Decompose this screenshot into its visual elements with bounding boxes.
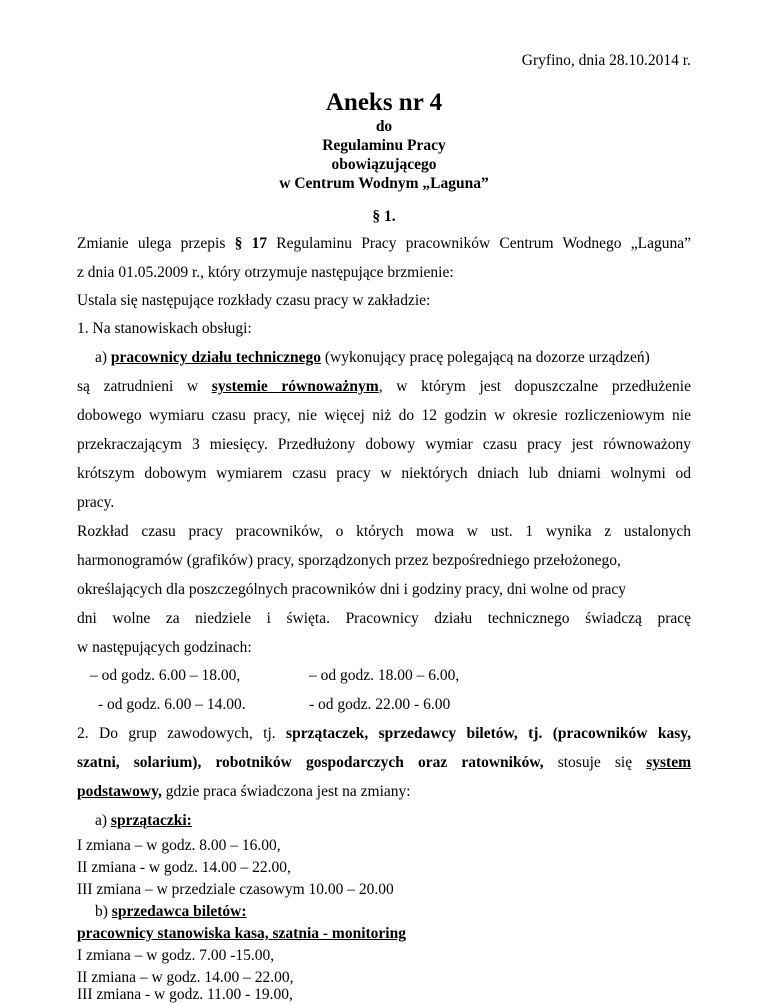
- paragraph-line: dni wolne za niedziele i święta. Pracownicy działu technicznego świadczą pracę: [77, 610, 691, 627]
- paragraph-line: są zatrudnieni w systemie równoważnym, w którym jest dopuszczalne przedłużenie: [77, 378, 691, 395]
- paragraph-line: podstawowy, gdzie praca świadczona jest na zmiany:: [77, 783, 411, 800]
- subheading-cashier: pracownicy stanowiska kasa, szatnia - monitoring: [77, 925, 406, 942]
- hours-item: - od godz. 6.00 – 14.00.: [98, 696, 246, 713]
- list-item-ticket-seller: b) sprzedawca biletów:: [95, 903, 247, 920]
- paragraph-line: w następujących godzinach:: [77, 639, 252, 656]
- list-item-cleaners: a) sprzątaczki:: [95, 812, 192, 829]
- place-date: Gryfino, dnia 28.10.2014 r.: [521, 52, 691, 69]
- shift-line: I zmiana – w godz. 7.00 -15.00,: [77, 947, 275, 964]
- shift-line: III zmiana - w godz. 11.00 - 19.00,: [77, 986, 293, 1003]
- title-line-3: obowiązującego: [331, 156, 437, 173]
- shift-line: II zmiana – w godz. 14.00 – 22.00,: [77, 969, 294, 986]
- document-title: Aneks nr 4: [325, 89, 443, 116]
- paragraph-line: pracy.: [77, 494, 115, 511]
- paragraph-line: określających dla poszczególnych pracowników dni i godziny pracy, dni wolne od pracy: [77, 581, 627, 598]
- shift-line: I zmiana – w godz. 8.00 – 16.00,: [77, 837, 281, 854]
- hours-item: – od godz. 18.00 – 6.00,: [309, 667, 460, 684]
- paragraph-line: z dnia 01.05.2009 r., który otrzymuje następujące brzmienie:: [77, 264, 454, 281]
- hours-item: – od godz. 6.00 – 18.00,: [90, 667, 241, 684]
- paragraph-line: 1. Na stanowiskach obsługi:: [77, 320, 252, 337]
- paragraph-line: Rozkład czasu pracy pracowników, o których mowa w ust. 1 wynika z ustalonych: [77, 523, 691, 540]
- paragraph-line: Zmianie ulega przepis § 17 Regulaminu Pracy pracowników Centrum Wodnego „Laguna”: [77, 235, 691, 252]
- paragraph-line: krótszym dobowym wymiarem czasu pracy w niektórych dniach lub dniami wolnymi od: [77, 465, 691, 482]
- title-line-2: Regulaminu Pracy: [322, 137, 446, 154]
- paragraph-line: szatni, solarium), robotników gospodarczych oraz ratowników, stosuje się system: [77, 754, 691, 771]
- list-item-a: a) pracownicy działu technicznego (wykonujący pracę polegającą na dozorze urządzeń): [95, 349, 650, 366]
- section-heading: § 1.: [372, 208, 396, 225]
- paragraph-line: przekraczającym 3 miesięcy. Przedłużony dobowy wymiar czasu pracy jest równoważony: [77, 436, 691, 453]
- paragraph-line: 2. Do grup zawodowych, tj. sprzątaczek, sprzedawcy biletów, tj. (pracowników kasy,: [77, 725, 691, 742]
- paragraph-line: dobowego wymiaru czasu pracy, nie więcej niż do 12 godzin w okresie rozliczeniowym nie: [77, 407, 691, 424]
- paragraph-line: harmonogramów (grafików) pracy, sporządzonych przez bezpośredniego przełożonego,: [77, 552, 621, 569]
- title-line-4: w Centrum Wodnym „Laguna”: [279, 175, 489, 192]
- hours-item: - od godz. 22.00 - 6.00: [309, 696, 451, 713]
- shift-line: II zmiana - w godz. 14.00 – 22.00,: [77, 859, 291, 876]
- paragraph-line: Ustala się następujące rozkłady czasu pracy w zakładzie:: [77, 292, 431, 309]
- title-line-1: do: [375, 118, 393, 135]
- shift-line: III zmiana – w przedziale czasowym 10.00 – 20.00: [77, 881, 394, 898]
